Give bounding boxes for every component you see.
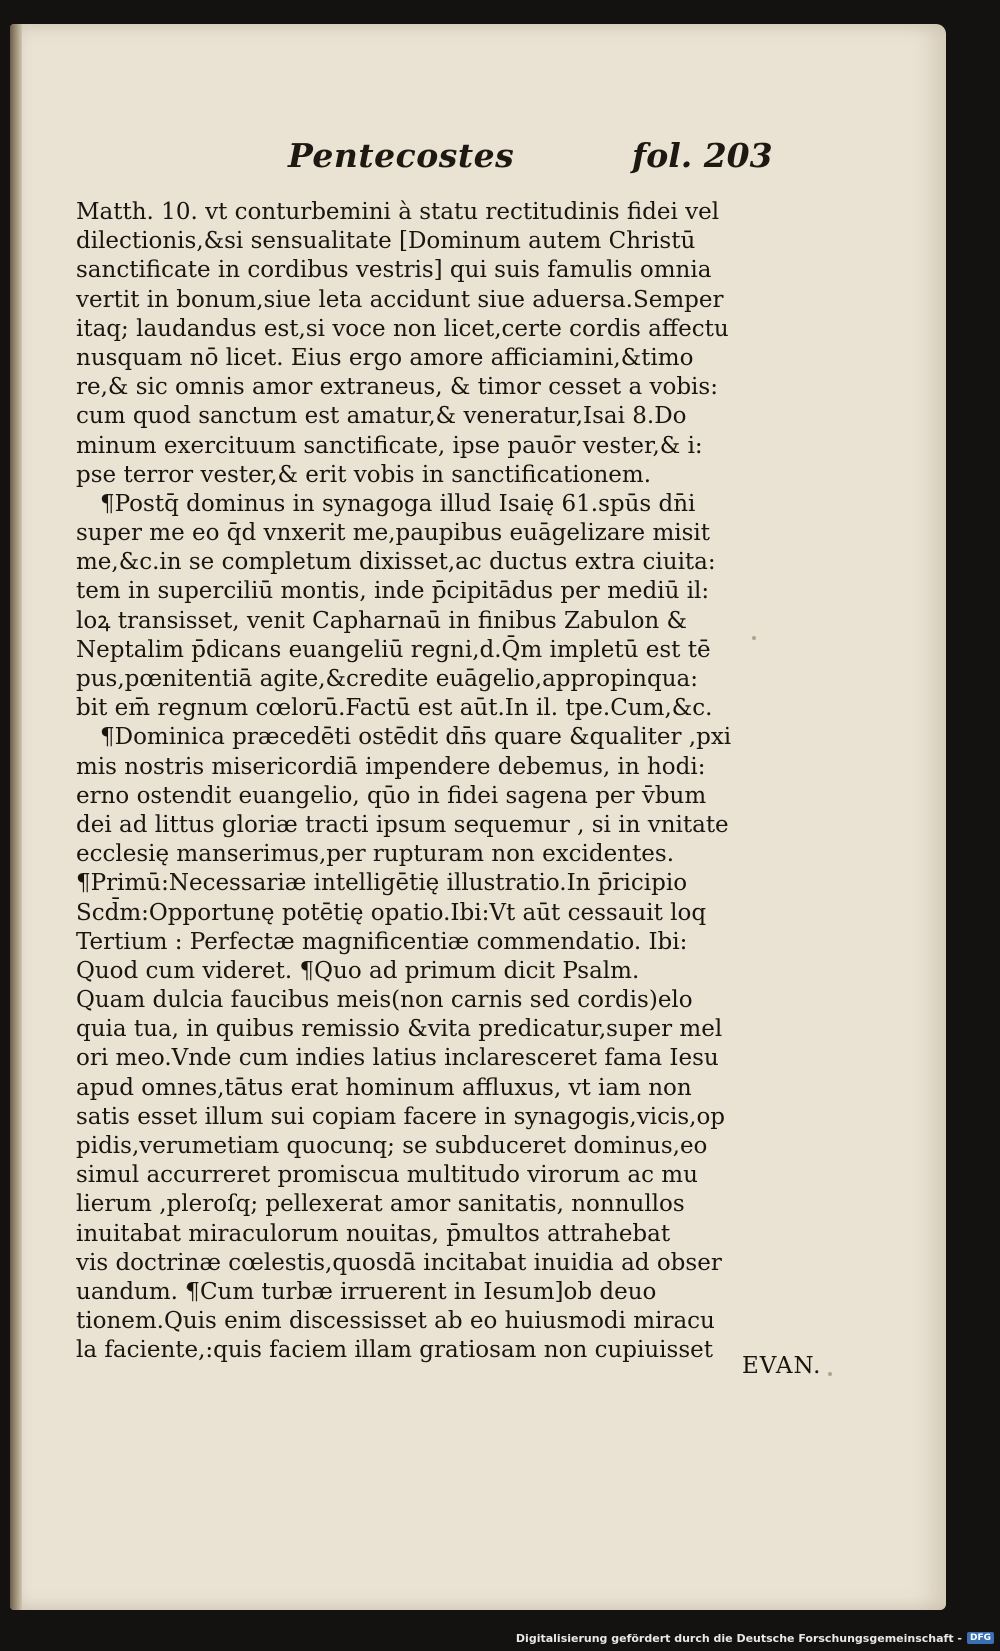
marginal-note: EVAN.	[742, 1353, 822, 1379]
text-line: ecclesię manserimus,per rupturam non excidentes.	[76, 841, 675, 868]
page-header	[10, 136, 946, 186]
text-line: satis esset illum sui copiam facere in synagogis,vicis,op	[76, 1103, 726, 1130]
digitization-credit	[516, 1629, 994, 1647]
text-line: cum quod sanctum est amatur,& veneratur,Isai 8.Do	[76, 403, 687, 430]
text-line: Quam dulcia faucibus meis(non carnis sed cordis)elo	[76, 987, 693, 1014]
text-line: itaq; laudandus est,si voce non licet,certe cordis affectu	[76, 315, 729, 342]
text-line: pse terror vester,& erit vobis in sanctificationem.	[76, 461, 652, 488]
text-line: uandum. ¶Cum turbæ irruerent in Iesum]ob deuo	[76, 1278, 657, 1305]
text-line: bit em̄ regnum cœlorū.Factū est aūt.In il. tpe.Cum,&c.	[76, 695, 713, 722]
dfg-logo: DFG	[967, 1632, 994, 1644]
text-line: tem in superciliū montis, inde p̄cipitādus per mediū il:	[76, 578, 710, 605]
text-line: me,&c.in se completum dixisset,ac ductus extra ciuita:	[76, 549, 716, 576]
text-line: tionem.Quis enim discessisset ab eo huiusmodi miracu	[76, 1308, 715, 1335]
text-line: simul accurreret promiscua multitudo virorum ac mu	[76, 1162, 698, 1189]
text-line: sanctificate in cordibus vestris] qui suis famulis omnia	[76, 257, 712, 284]
text-line: Scd̄m:Opportunę potētię opatio.Ibi:Vt aūt cessauit loq	[76, 899, 707, 926]
paragraph-start-line: ¶Dominica præcedēti ostēdit dn̄s quare &qualiter ,pxi	[100, 724, 732, 751]
text-line: loꝝ transisset, venit Capharnaū in finibus Zabulon &	[76, 607, 688, 634]
text-line: vis doctrinæ cœlestis,quosdā incitabat inuidia ad obser	[76, 1249, 722, 1276]
text-line: quia tua, in quibus remissio &vita predicatur,super mel	[76, 1016, 723, 1043]
book-page	[10, 24, 946, 1610]
paragraph-start-line: ¶Primū:Necessariæ intelligētię illustratio.In p̄ricipio	[76, 870, 688, 897]
text-line: Quod cum videret. ¶Quo ad primum dicit Psalm.	[76, 957, 640, 984]
text-line: erno ostendit euangelio, qūo in fidei sagena per v̄bum	[76, 782, 707, 809]
paragraph-start-line: ¶Postq̄ dominus in synagoga illud Isaię 61.spūs dn̄i	[100, 490, 696, 517]
text-line: super me eo q̄d vnxerit me,paupibus euāgelizare misit	[76, 520, 711, 547]
text-line: vertit in bonum,siue leta accidunt siue aduersa.Semper	[76, 286, 724, 313]
text-line: pus,pœnitentiā agite,&credite euāgelio,appropinqua:	[76, 666, 698, 692]
text-line: pidis,verumetiam quocunq; se subduceret dominus,eo	[76, 1133, 708, 1159]
page-gutter	[10, 24, 22, 1610]
text-line: Tertium : Perfectæ magnificentiæ commendatio. Ibi:	[76, 928, 688, 955]
paper-speck	[828, 1372, 832, 1376]
text-line: inuitabat miraculorum nouitas, p̄multos attrahebat	[76, 1220, 671, 1247]
text-line: minum exercituum sanctificate, ipse pauōr vester,& i:	[76, 432, 703, 459]
text-line: re,& sic omnis amor extraneus, & timor cesset a vobis:	[76, 374, 718, 401]
text-line: Matth. 10. vt conturbemini à statu rectitudinis fidei vel	[76, 199, 720, 225]
text-line: ori meo.Vnde cum indies latius inclaresceret fama Iesu	[76, 1045, 719, 1072]
text-line: apud omnes,tātus erat hominum affluxus, vt iam non	[76, 1074, 692, 1101]
text-line: dilectionis,&si sensualitate [Dominum autem Christū	[76, 228, 696, 255]
text-line: dei ad littus gloriæ tracti ipsum sequemur , si in vnitate	[76, 811, 729, 838]
text-line: mis nostris misericordiā impendere debemus, in hodi:	[76, 753, 706, 780]
body-text	[76, 198, 756, 1366]
text-line: nusquam nō licet. Eius ergo amore afficiamini,&timo	[76, 344, 694, 371]
credit-text: Digitalisierung gefördert durch die Deutsche Forschungsgemeinschaft -	[515, 1631, 962, 1645]
running-head: Pentecostes	[288, 136, 515, 175]
folio-number: fol. 203	[632, 136, 773, 175]
text-line: Neptalim p̄dicans euangeliū regni,d.Q̄m impletū est tē	[76, 636, 711, 663]
text-line: la faciente,:quis faciem illam gratiosam non cupiuisset	[76, 1337, 713, 1364]
text-line: lierum ,pleroſq; pellexerat amor sanitatis, nonnullos	[76, 1191, 685, 1218]
